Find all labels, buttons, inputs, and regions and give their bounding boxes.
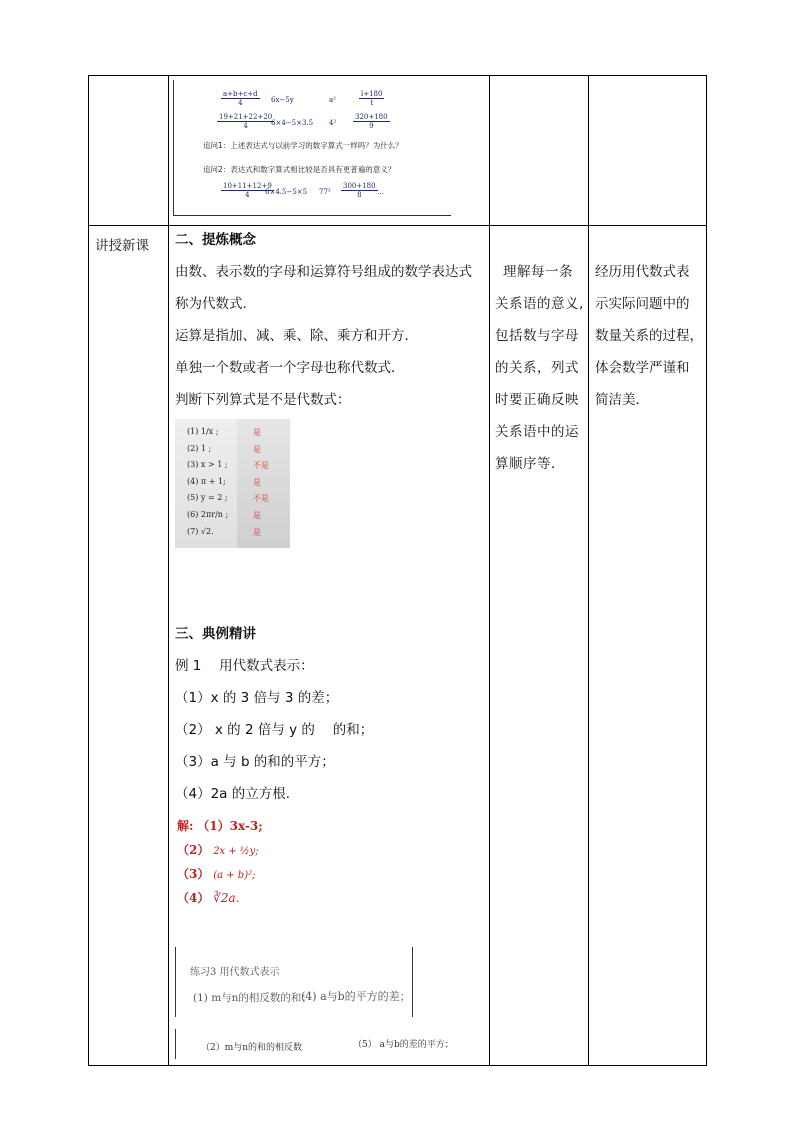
formula-1: $\frac{a+b+c+d}{4}$ bbox=[223, 90, 258, 107]
example-item-1: （1）x 的 3 倍与 3 的差； bbox=[175, 690, 339, 706]
example-intro: 例 1 用代数式表示： bbox=[175, 658, 314, 674]
practice-item-1: (1) m与n的相反数的和； bbox=[193, 992, 312, 1004]
screenshot-left-border bbox=[173, 80, 174, 216]
col3-line-2: 关系语的意义, bbox=[495, 296, 584, 312]
solution-1: 3x-3; bbox=[229, 819, 263, 833]
photo-item-2: (2) 1 ; bbox=[187, 444, 212, 453]
photo-item-7: (7) √2. bbox=[187, 527, 214, 536]
formula-ellipsis: … bbox=[377, 188, 384, 196]
formula-9: $\frac{10+11+12+9}{4}$ bbox=[223, 182, 272, 199]
definition-line-1: 由数、表示数的字母和运算符号组成的数学表达式 bbox=[175, 264, 472, 280]
formula-2: 6x−5y bbox=[271, 96, 294, 104]
formula-4: $\frac{l+180}{t}$ bbox=[361, 90, 383, 107]
formula-11: 77² bbox=[319, 188, 331, 196]
definition-line-2: 称为代数式． bbox=[175, 296, 256, 312]
col3-line-7: 算顺序等． bbox=[495, 456, 565, 472]
practice-lower-border bbox=[175, 1029, 176, 1059]
answer-7: 是 bbox=[253, 528, 261, 537]
practice-left-border bbox=[175, 947, 176, 1017]
answer-1: 是 bbox=[253, 428, 261, 437]
formula-3: a² bbox=[329, 96, 336, 104]
answer-3: 不是 bbox=[253, 461, 269, 470]
photo-item-5: (5) y = 2 ; bbox=[187, 493, 228, 502]
solution-2-label: （2） bbox=[177, 843, 210, 857]
photo-item-3: (3) x > 1 ; bbox=[187, 460, 228, 469]
section3-heading: 三、典例精讲 bbox=[175, 626, 256, 642]
practice-item-2: （2）m与n的和的相反数 bbox=[201, 1043, 303, 1053]
col3-line-3: 包括数与字母 bbox=[495, 328, 579, 344]
screenshot-bottom-border bbox=[173, 215, 451, 216]
col4-line-3: 数量关系的过程， bbox=[595, 328, 703, 344]
example-item-2: （2） x 的 2 倍与 y 的 的和； bbox=[175, 722, 374, 738]
formula-6: 6×4−5×3.5 bbox=[271, 119, 314, 127]
follow-up-question-1: 追问1：上述表达式与以前学习的数字算式一样吗？为什么？ bbox=[203, 141, 403, 150]
formula-screenshot bbox=[173, 76, 453, 216]
answer-5: 不是 bbox=[253, 494, 269, 503]
practice-item-5: （5） a与b的差的平方； bbox=[353, 1040, 454, 1050]
col3-line-4: 的关系，列式 bbox=[495, 360, 579, 376]
formula-7: 4² bbox=[329, 119, 337, 127]
col4-line-5: 简洁美． bbox=[595, 392, 649, 408]
solution-4-label: （4） bbox=[177, 891, 210, 905]
practice-title: 练习3 用代数式表示 bbox=[190, 967, 280, 978]
judge-prompt: 判断下列算式是不是代数式： bbox=[175, 392, 351, 408]
answer-2: 是 bbox=[253, 445, 261, 454]
formula-8: $\frac{320+180}{9}$ bbox=[355, 113, 388, 130]
judgement-photo bbox=[175, 419, 290, 548]
solution-block bbox=[177, 817, 263, 913]
section2-heading: 二、提炼概念 bbox=[175, 232, 256, 248]
single-term-line: 单独一个数或者一个字母也称代数式． bbox=[175, 360, 405, 376]
formula-10: 6×4.5−5×5 bbox=[265, 188, 308, 196]
practice-right-border bbox=[412, 947, 413, 1017]
photo-item-6: (6) 2πr/n ; bbox=[187, 510, 229, 519]
col4-line-4: 体会数学严谨和 bbox=[595, 360, 690, 376]
col3-line-6: 关系语中的运 bbox=[495, 424, 579, 440]
follow-up-question-2: 追问2：表达式和数字算式相比较是否具有更普遍的意义？ bbox=[203, 165, 396, 174]
solution-1-label: （1） bbox=[197, 819, 230, 833]
practice-item-4: (4) a与b的平方的差； bbox=[301, 990, 411, 1003]
answer-4: 是 bbox=[253, 478, 261, 487]
col4-line-1: 经历用代数式表 bbox=[595, 264, 690, 280]
example-item-3: （3）a 与 b 的和的平方； bbox=[175, 754, 335, 770]
solution-4: ∛2a. bbox=[213, 891, 240, 905]
col4-line-2: 示实际问题中的 bbox=[595, 296, 690, 312]
solution-3: (a + b)²; bbox=[213, 870, 256, 881]
operations-line: 运算是指加、减、乘、除、乘方和开方． bbox=[175, 328, 418, 344]
section-label: 讲授新课 bbox=[95, 238, 149, 254]
solution-3-label: （3） bbox=[177, 867, 210, 881]
solution-2: 2x + ½y; bbox=[213, 846, 259, 857]
photo-item-4: (4) π + 1; bbox=[187, 477, 226, 486]
formula-12: $\frac{300+180}{8}$ bbox=[343, 182, 376, 199]
col3-line-1: 理解每一条 bbox=[503, 264, 573, 280]
photo-item-1: (1) 1/x ; bbox=[187, 427, 219, 436]
example-item-4: （4）2a 的立方根． bbox=[175, 786, 300, 802]
col3-line-5: 时要正确反映 bbox=[495, 392, 579, 408]
lesson-table bbox=[88, 75, 707, 1066]
solution-prefix: 解: bbox=[177, 819, 194, 833]
formula-5: $\frac{19+21+22+20}{4}$ bbox=[219, 113, 273, 130]
answer-6: 是 bbox=[253, 511, 261, 520]
